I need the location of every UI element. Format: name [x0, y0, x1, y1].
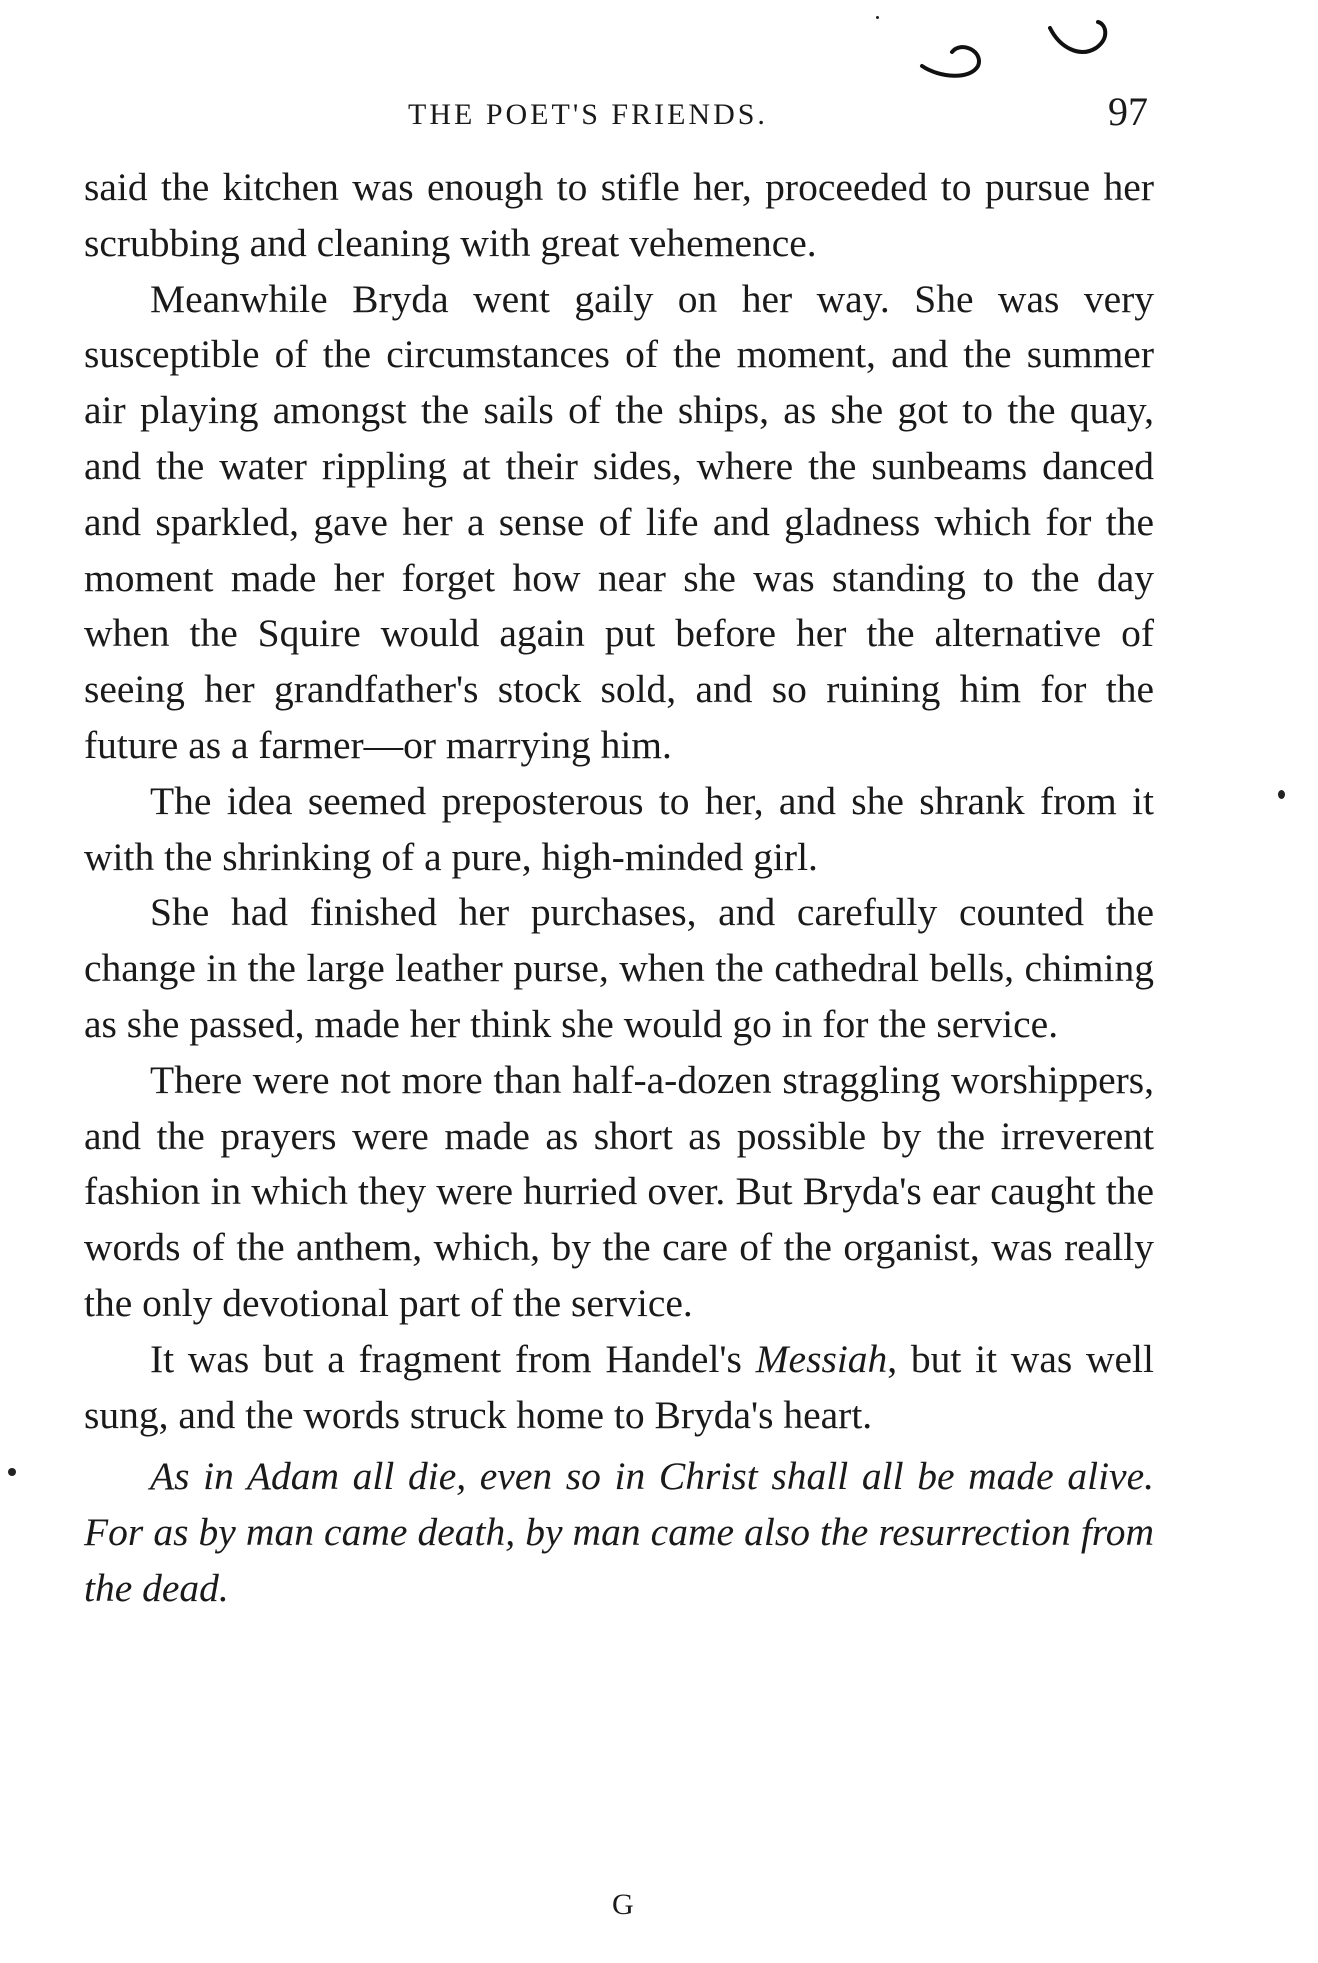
paragraph: There were not more than half-a-dozen straggling worshippers, and the prayers were made as short as possible by the irreverent fashion in which they were hurried over. But Bryda's ear caught the words of the anthem, which, by the care of the organist, was really the only devotional part of the service.	[84, 1057, 1154, 1325]
paragraph: said the kitchen was enough to stifle her, proceeded to pursue her scrubbing and cleaning with great vehemence.	[84, 165, 1154, 265]
handwritten-marks	[900, 18, 1160, 98]
messiah-text-before: It was but a fragment from Handel's	[150, 1336, 756, 1381]
ink-speck	[8, 1468, 16, 1476]
pencil-mark-right	[1050, 22, 1105, 52]
ink-speck	[1278, 790, 1285, 799]
scripture-quote: As in Adam all die, even so in Christ shall all be made alive. For as by man came death, by man came also the resurrection from the dead.	[84, 1454, 1154, 1610]
ink-speck	[876, 16, 879, 19]
paragraph-messiah	[84, 1332, 1154, 1444]
messiah-title: Messiah	[755, 1336, 888, 1381]
page-number: 97	[1108, 89, 1148, 134]
pencil-mark-left	[922, 47, 979, 76]
paragraph: The idea seemed preposterous to her, and she shrank from it with the shrinking of a pure, high-minded girl.	[84, 778, 1154, 879]
body-text	[84, 160, 1154, 1617]
signature-mark: G	[612, 1888, 634, 1921]
messiah-text-after: , but it was well sung, and the words struck home to Bryda's heart.	[84, 1336, 1154, 1437]
running-title: THE POET'S FRIENDS.	[408, 98, 768, 131]
paragraph: Meanwhile Bryda went gaily on her way. She was very susceptible of the circumstances of the moment, and the summer air playing amongst the sails of the ships, as she got to the quay, and the water rippling at their sides, where the sunbeams danced and sparkled, gave her a sense of life and gladness which for the moment made her forget how near she was standing to the day when the Squire would again put before her the alternative of seeing her grandfather's stock sold, and so ruining him for the future as a farmer—or marrying him.	[84, 276, 1154, 767]
paragraph: She had finished her purchases, and carefully counted the change in the large leather purse, when the cathedral bells, chiming as she passed, made her think she would go in for the service.	[84, 890, 1154, 1046]
